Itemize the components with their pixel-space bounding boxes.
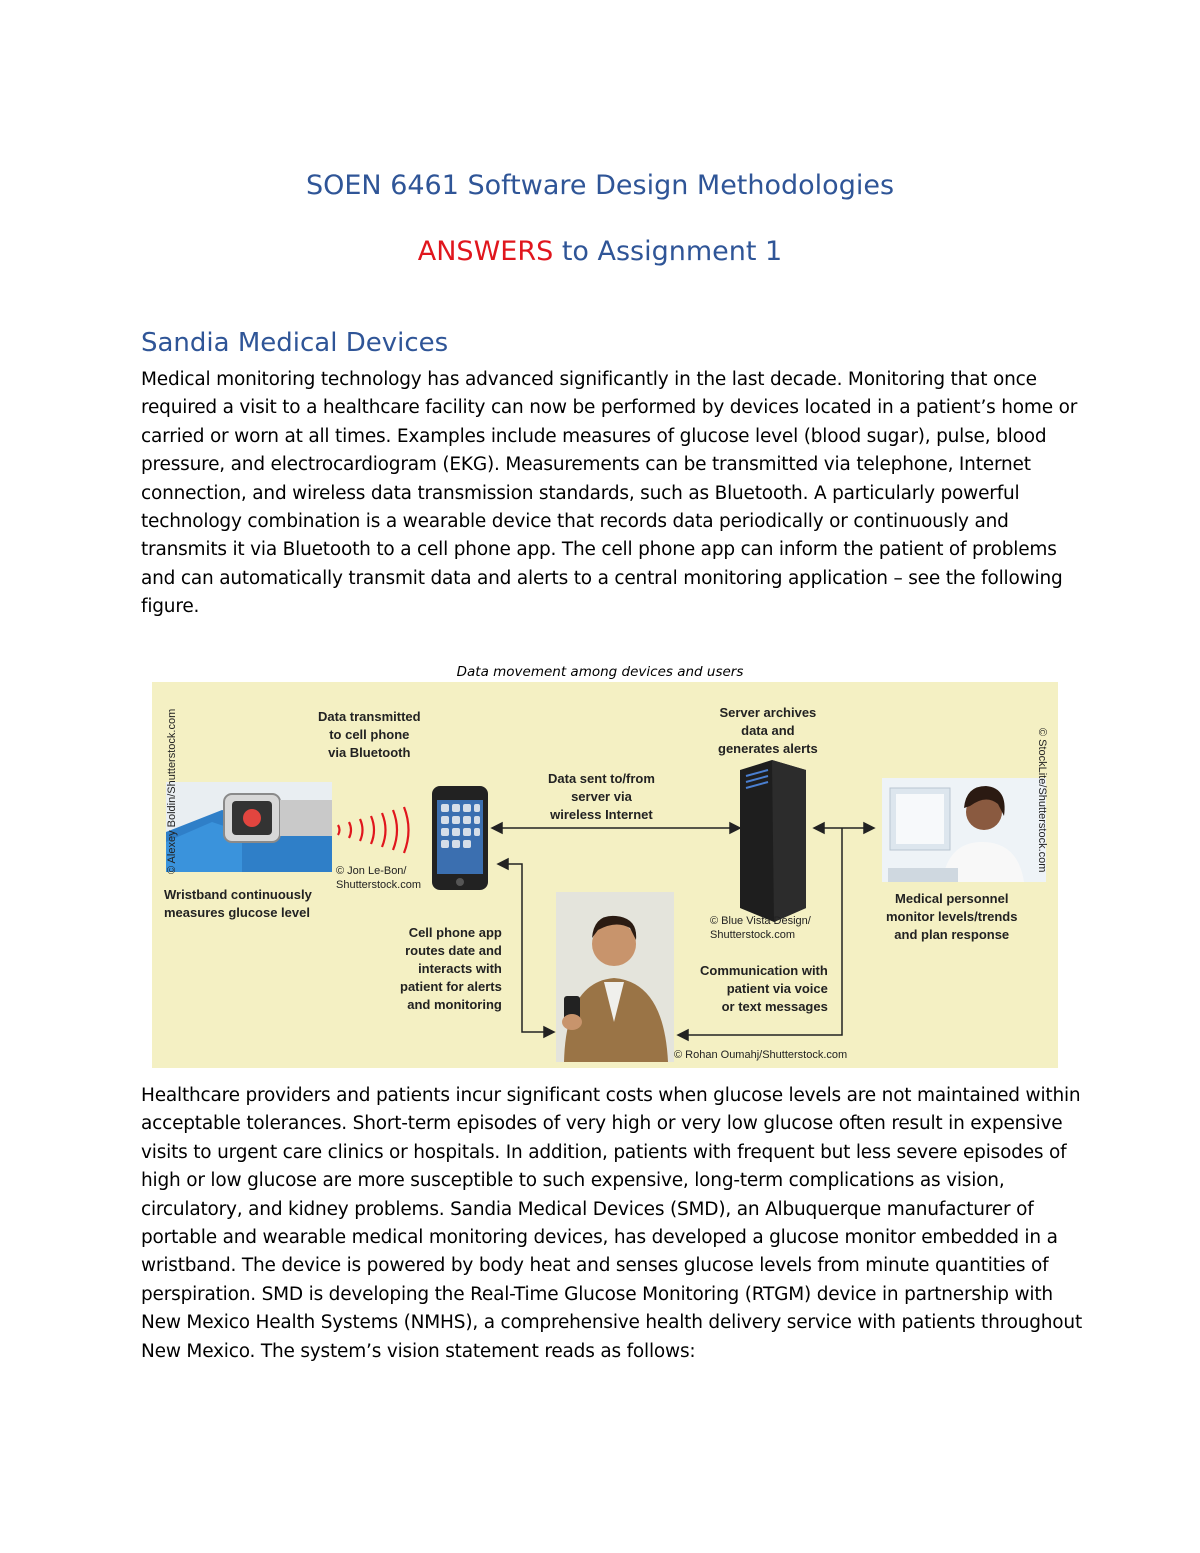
credit-phone <box>336 864 421 892</box>
label-line: via Bluetooth <box>328 745 411 760</box>
paragraph-line: visits to urgent care clinics or hospitals. In addition, patients with frequent but less severe episodes of <box>141 1141 1067 1163</box>
paragraph-line: carried or worn at all times. Examples include measures of glucose level (blood sugar), pulse, blood <box>141 425 1047 447</box>
data-movement-figure <box>152 682 1058 1068</box>
smartphone-image <box>432 786 488 890</box>
paragraph-line: Healthcare providers and patients incur significant costs when glucose levels are not maintained within <box>141 1085 1081 1106</box>
assignment-title-rest: to Assignment 1 <box>553 236 783 267</box>
paragraph-line: wristband. The device is powered by body heat and senses glucose levels from minute quantities of <box>141 1255 1049 1277</box>
label-line: server via <box>571 789 632 804</box>
label-line: to cell phone <box>329 727 410 742</box>
label-cell-app <box>400 924 502 1014</box>
course-title: SOEN 6461 Software Design Methodologies <box>305 170 895 201</box>
wristband-photo <box>166 782 332 872</box>
section-heading: Sandia Medical Devices <box>141 328 449 358</box>
paragraph-line: perspiration. SMD is developing the Real-Time Glucose Monitoring (RTGM) device in partnership with <box>141 1283 1053 1305</box>
label-line: Medical personnel <box>895 891 1009 906</box>
label-data-transmitted <box>318 708 421 762</box>
label-line: and plan response <box>894 927 1010 942</box>
paragraph-line: pressure, and electrocardiogram (EKG). Measurements can be transmitted via telephone, Internet <box>141 454 1031 476</box>
credit-wristband-vertical: © Alexey Boldin/Shutterstock.com <box>166 708 178 874</box>
paragraph-2 <box>141 1082 1083 1366</box>
paragraph-1 <box>141 366 1078 622</box>
doctor-photo <box>882 778 1046 882</box>
figure-caption: Data movement among devices and users <box>456 664 744 680</box>
label-line: Data transmitted <box>318 709 421 724</box>
label-line: wireless Internet <box>550 807 653 822</box>
label-line: Server archives <box>719 705 817 720</box>
paragraph-line: circulatory, and kidney problems. Sandia Medical Devices (SMD), an Albuquerque manufacturer of <box>141 1198 1034 1220</box>
credit-line: © Jon Le-Bon/ <box>336 865 407 877</box>
label-line: patient for alerts <box>400 979 502 994</box>
server-image <box>740 760 806 922</box>
label-medical-personnel <box>886 890 1017 944</box>
label-line: Data sent to/from <box>548 771 655 786</box>
paragraph-line: New Mexico. The system’s vision statement reads as follows: <box>141 1340 696 1362</box>
credit-line: Shutterstock.com <box>336 879 421 891</box>
arrow-phone-man <box>498 859 554 1037</box>
label-line: interacts with <box>418 961 502 976</box>
answers-word: ANSWERS <box>417 236 554 267</box>
label-line: Cell phone app <box>408 925 502 940</box>
label-communication <box>700 962 828 1016</box>
arrow-phone-server <box>492 823 740 833</box>
label-wristband <box>164 886 312 922</box>
paragraph-line: and can automatically transmit data and alerts to a central monitoring application – see the following <box>141 567 1063 589</box>
label-server-archives <box>718 704 818 758</box>
paragraph-line: portable and wearable medical monitoring devices, has developed a glucose monitor embedded in a <box>141 1227 1058 1249</box>
label-line: and monitoring <box>407 997 502 1012</box>
paragraph-line: high or low glucose are more susceptible to such expensive, long-term complications as vision, <box>141 1170 1005 1192</box>
paragraph-line: connection, and wireless data transmission standards, such as Bluetooth. A particularly powerful <box>141 482 1020 504</box>
paragraph-line: figure. <box>141 596 200 618</box>
label-line: monitor levels/trends <box>886 909 1018 924</box>
label-line: patient via voice <box>726 981 828 996</box>
label-line: measures glucose level <box>164 905 310 920</box>
credit-man: © Rohan Oumahj/Shutterstock.com <box>674 1049 848 1061</box>
paragraph-line: Medical monitoring technology has advanced significantly in the last decade. Monitoring that once <box>141 369 1037 390</box>
paragraph-line: acceptable tolerances. Short-term episodes of very high or very low glucose often result in expensive <box>141 1113 1063 1135</box>
label-line: Communication with <box>700 963 828 978</box>
label-line: generates alerts <box>718 741 818 756</box>
credit-doctor-vertical: © StockLite/Shutterstock.com <box>1036 728 1048 873</box>
man-photo <box>556 892 674 1062</box>
credit-server <box>710 914 811 942</box>
paragraph-line: required a visit to a healthcare facility can now be performed by devices located in a patient’s home or <box>141 397 1078 419</box>
paragraph-line: technology combination is a wearable device that records data periodically or continuously and <box>141 511 1009 533</box>
bluetooth-waves <box>338 807 409 853</box>
label-line: Wristband continuously <box>164 887 312 902</box>
paragraph-line: transmits it via Bluetooth to a cell phone app. The cell phone app can inform the patient of problems <box>141 539 1057 561</box>
paragraph-line: New Mexico Health Systems (NMHS), a comprehensive health delivery service with patients throughout <box>141 1312 1083 1334</box>
arrow-server-doctor <box>814 823 874 833</box>
figure-graphics <box>152 682 1058 1068</box>
label-line: or text messages <box>721 999 828 1014</box>
credit-line: Shutterstock.com <box>710 929 795 941</box>
label-line: data and <box>741 723 795 738</box>
label-data-sent <box>548 770 655 824</box>
credit-line: © Blue Vista Design/ <box>710 915 811 927</box>
label-line: routes date and <box>405 943 502 958</box>
assignment-title <box>0 236 1200 267</box>
